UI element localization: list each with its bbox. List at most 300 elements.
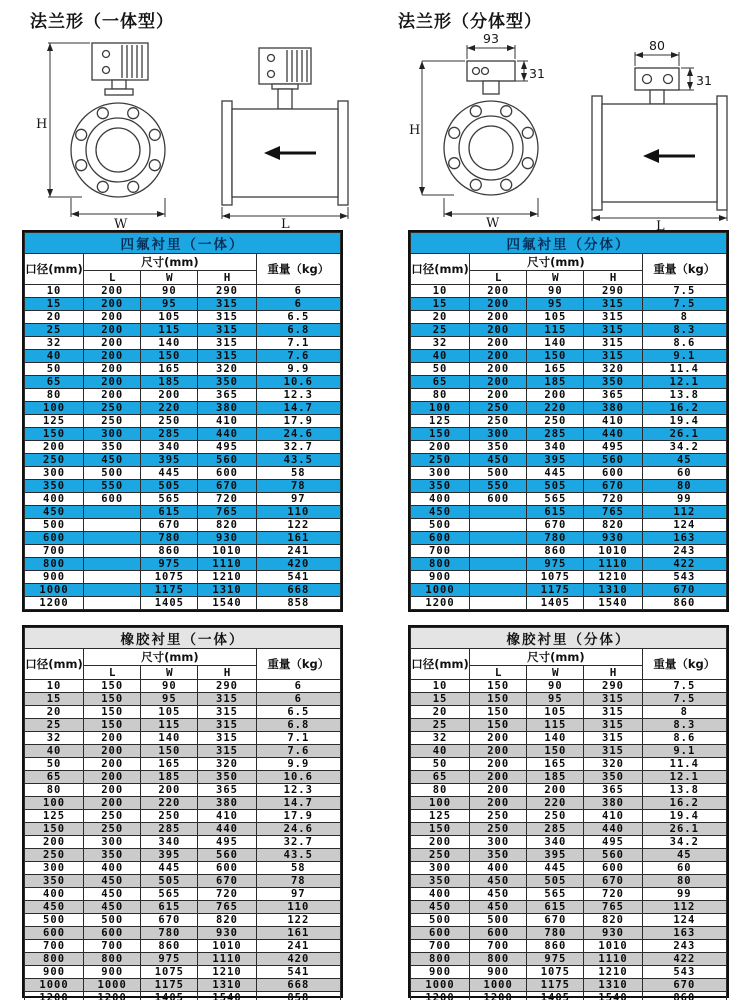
- table-cell: 6.8: [256, 719, 340, 732]
- table-cell: 250: [527, 415, 584, 428]
- table-cell: 420: [256, 558, 340, 571]
- table-cell: 40: [25, 745, 84, 758]
- table-row: [25, 836, 341, 849]
- table-cell: 100: [25, 797, 84, 810]
- table-cell: 125: [411, 415, 470, 428]
- table-cell: 1210: [198, 966, 256, 979]
- table-cell: 800: [411, 953, 470, 966]
- table-cell: 15: [411, 693, 470, 706]
- table-cell: 505: [141, 480, 198, 493]
- table-cell: 95: [141, 298, 198, 311]
- table-cell: 165: [527, 758, 584, 771]
- table-row: [411, 680, 727, 693]
- table-cell: 700: [84, 940, 141, 953]
- table-row: [25, 350, 341, 363]
- table-cell: 200: [527, 389, 584, 402]
- section-title-split: 法兰形（分体型）: [398, 12, 542, 32]
- table-cell: 800: [470, 953, 527, 966]
- table-cell: 10.6: [256, 376, 340, 389]
- table-row: [25, 940, 341, 953]
- table-cell: 250: [84, 402, 141, 415]
- table-cell: 600: [198, 862, 256, 875]
- table-row: [411, 979, 727, 992]
- col-header-weight: 重量（kg）: [256, 649, 340, 680]
- table-row: [25, 784, 341, 797]
- table-cell: 6.5: [256, 311, 340, 324]
- table-cell: 315: [584, 693, 642, 706]
- table-row: [411, 376, 727, 389]
- table-cell: 200: [470, 350, 527, 363]
- table-cell: 95: [527, 693, 584, 706]
- table-cell: 315: [584, 706, 642, 719]
- table-cell: 6: [256, 285, 340, 298]
- table-cell: 300: [470, 428, 527, 441]
- table-cell: 200: [25, 441, 84, 454]
- table-cell: 1000: [25, 584, 84, 597]
- table-cell: 800: [411, 558, 470, 571]
- table-cell: 20: [411, 706, 470, 719]
- table-cell: 1540: [198, 597, 256, 610]
- table-row: [411, 940, 727, 953]
- table-cell: 315: [584, 732, 642, 745]
- table-cell: 600: [25, 927, 84, 940]
- table-cell: 105: [527, 311, 584, 324]
- table-cell: 105: [141, 311, 198, 324]
- table-cell: 1310: [584, 979, 642, 992]
- table-cell: 450: [470, 454, 527, 467]
- table-row: [411, 732, 727, 745]
- col-header-diameter: 口径(mm): [411, 254, 470, 285]
- table-row: [411, 428, 727, 441]
- table-cell: 541: [256, 966, 340, 979]
- table-cell: 495: [198, 836, 256, 849]
- table-row: [25, 571, 341, 584]
- table-row: [25, 428, 341, 441]
- table-row: [411, 706, 727, 719]
- table-cell: 40: [25, 350, 84, 363]
- table-cell: 300: [25, 862, 84, 875]
- table-cell: 165: [527, 363, 584, 376]
- table-cell: 99: [642, 888, 726, 901]
- side-view-integrated: [222, 48, 348, 205]
- col-header-H: H: [198, 666, 256, 680]
- table-row: [25, 953, 341, 966]
- table-cell: 241: [256, 545, 340, 558]
- table-cell: 110: [256, 506, 340, 519]
- table-cell: 78: [256, 875, 340, 888]
- table-cell: 350: [198, 376, 256, 389]
- table-cell: 250: [84, 823, 141, 836]
- table-cell: 220: [527, 797, 584, 810]
- table-cell: 25: [411, 324, 470, 337]
- table-cell: 440: [584, 823, 642, 836]
- table-cell: 450: [470, 875, 527, 888]
- table-cell: 24.6: [256, 428, 340, 441]
- table-cell: 505: [527, 480, 584, 493]
- table-cell: 200: [84, 389, 141, 402]
- table-rubber-integrated: [22, 625, 343, 998]
- front-view-integrated: [71, 43, 165, 197]
- table-cell: 300: [470, 836, 527, 849]
- table-row: [25, 532, 341, 545]
- table-cell: 1010: [584, 545, 642, 558]
- table-cell: 200: [470, 758, 527, 771]
- table-row: [411, 849, 727, 862]
- table-row: [411, 558, 727, 571]
- table-cell: 565: [527, 493, 584, 506]
- table-cell: 380: [584, 402, 642, 415]
- table-row: [25, 311, 341, 324]
- table-cell: 9.1: [642, 350, 726, 363]
- table-cell: 1175: [141, 979, 198, 992]
- table-cell: 7.5: [642, 680, 726, 693]
- table-cell: 495: [584, 441, 642, 454]
- table-cell: 315: [584, 311, 642, 324]
- table-cell: 99: [642, 493, 726, 506]
- table-cell: 150: [84, 693, 141, 706]
- table-cell: 400: [411, 493, 470, 506]
- col-header-size: 尺寸(mm): [84, 254, 257, 271]
- table-cell: 450: [84, 875, 141, 888]
- table-cell: 161: [256, 927, 340, 940]
- table-cell: [470, 519, 527, 532]
- table-cell: 150: [141, 350, 198, 363]
- table-cell: 350: [84, 441, 141, 454]
- table-cell: 410: [584, 810, 642, 823]
- table-cell: 200: [470, 771, 527, 784]
- table-cell: 780: [141, 927, 198, 940]
- table-cell: 440: [198, 823, 256, 836]
- table-row: [25, 363, 341, 376]
- table-cell: 243: [642, 940, 726, 953]
- table-cell: 930: [198, 927, 256, 940]
- table-cell: 315: [584, 350, 642, 363]
- table-title: 橡胶衬里（分体）: [411, 628, 727, 649]
- table-cell: 60: [642, 467, 726, 480]
- table-cell: 720: [198, 493, 256, 506]
- table-cell: 900: [411, 966, 470, 979]
- table-cell: 315: [198, 706, 256, 719]
- table-row: [411, 719, 727, 732]
- table-cell: 163: [642, 927, 726, 940]
- table-cell: 32: [25, 337, 84, 350]
- table-cell: 290: [584, 285, 642, 298]
- table-cell: 290: [198, 285, 256, 298]
- table-row: [25, 706, 341, 719]
- table-cell: 165: [141, 363, 198, 376]
- table-row: [411, 888, 727, 901]
- table-cell: 800: [25, 953, 84, 966]
- table-cell: 365: [198, 784, 256, 797]
- table-row: [411, 363, 727, 376]
- table-cell: 380: [584, 797, 642, 810]
- table-cell: 500: [25, 914, 84, 927]
- table-cell: 100: [411, 402, 470, 415]
- table-cell: 543: [642, 966, 726, 979]
- table-row: [25, 823, 341, 836]
- table-cell: 500: [411, 519, 470, 532]
- table-cell: 19.4: [642, 415, 726, 428]
- table-cell: 365: [584, 784, 642, 797]
- table-cell: 1405: [141, 992, 198, 1000]
- table-cell: 6: [256, 693, 340, 706]
- table-cell: [84, 597, 141, 610]
- table-cell: 450: [411, 901, 470, 914]
- table-cell: 250: [470, 415, 527, 428]
- table-cell: 250: [25, 454, 84, 467]
- table-cell: 32.7: [256, 441, 340, 454]
- table-cell: 10: [411, 285, 470, 298]
- table-row: [411, 771, 727, 784]
- table-cell: 800: [84, 953, 141, 966]
- dim-label-31: 31: [696, 73, 712, 88]
- table-cell: 1010: [198, 940, 256, 953]
- table-cell: 315: [198, 298, 256, 311]
- table-cell: 200: [84, 350, 141, 363]
- table-row: [411, 784, 727, 797]
- table-cell: 565: [527, 888, 584, 901]
- table-cell: 765: [198, 901, 256, 914]
- table-cell: 1110: [198, 953, 256, 966]
- col-header-L: L: [470, 666, 527, 680]
- table-row: [25, 693, 341, 706]
- table-row: [25, 914, 341, 927]
- table-cell: 80: [25, 784, 84, 797]
- table-cell: 60: [642, 862, 726, 875]
- table-cell: 200: [470, 376, 527, 389]
- table-cell: 65: [411, 771, 470, 784]
- table-cell: 250: [141, 415, 198, 428]
- table-row: [411, 350, 727, 363]
- dim-label-H: H: [36, 117, 48, 132]
- table-cell: 110: [256, 901, 340, 914]
- table-cell: 445: [141, 862, 198, 875]
- table-cell: 34.2: [642, 441, 726, 454]
- table-cell: 450: [25, 506, 84, 519]
- table-cell: 1075: [141, 966, 198, 979]
- table-cell: 40: [411, 350, 470, 363]
- table-cell: 700: [25, 545, 84, 558]
- table-row: [411, 571, 727, 584]
- table-cell: 6: [256, 680, 340, 693]
- table-cell: 1310: [198, 979, 256, 992]
- table-row: [25, 862, 341, 875]
- table-cell: 12.3: [256, 389, 340, 402]
- table-cell: 445: [527, 862, 584, 875]
- table-cell: 1200: [25, 597, 84, 610]
- table-row: [411, 823, 727, 836]
- table-cell: 17.9: [256, 810, 340, 823]
- table-row: [411, 862, 727, 875]
- table-cell: 315: [198, 350, 256, 363]
- table-row: [411, 324, 727, 337]
- table-cell: 500: [470, 914, 527, 927]
- table-row: [25, 810, 341, 823]
- table-cell: 975: [527, 558, 584, 571]
- table-cell: 1000: [25, 979, 84, 992]
- table-cell: 445: [141, 467, 198, 480]
- table-cell: [84, 584, 141, 597]
- table-cell: 200: [84, 337, 141, 350]
- table-row: [25, 376, 341, 389]
- table-cell: 40: [411, 745, 470, 758]
- table-cell: 250: [141, 810, 198, 823]
- table-row: [411, 693, 727, 706]
- table-row: [411, 584, 727, 597]
- table-cell: 900: [25, 571, 84, 584]
- table-cell: 320: [198, 363, 256, 376]
- table-cell: 420: [256, 953, 340, 966]
- table-cell: 285: [141, 428, 198, 441]
- col-header-diameter: 口径(mm): [25, 254, 84, 285]
- table-cell: 80: [411, 784, 470, 797]
- table-cell: 350: [25, 875, 84, 888]
- table-cell: 140: [527, 337, 584, 350]
- table-cell: 1210: [584, 571, 642, 584]
- table-cell: 315: [198, 324, 256, 337]
- table-cell: 290: [198, 680, 256, 693]
- table-cell: 8: [642, 706, 726, 719]
- side-view-split: [592, 68, 727, 210]
- table-cell: 140: [527, 732, 584, 745]
- table-cell: 670: [642, 584, 726, 597]
- table-cell: 200: [84, 758, 141, 771]
- table-row: [25, 771, 341, 784]
- table-cell: 900: [25, 966, 84, 979]
- table-cell: 1405: [527, 597, 584, 610]
- table-cell: 185: [527, 376, 584, 389]
- table-row: [411, 402, 727, 415]
- table-row: [411, 506, 727, 519]
- table-cell: 6.8: [256, 324, 340, 337]
- col-header-diameter: 口径(mm): [25, 649, 84, 680]
- table-cell: 50: [411, 758, 470, 771]
- table-row: [411, 441, 727, 454]
- table-row: [411, 519, 727, 532]
- table-cell: 560: [584, 454, 642, 467]
- table-row: [411, 901, 727, 914]
- table-cell: 700: [411, 940, 470, 953]
- table-cell: 105: [141, 706, 198, 719]
- table-cell: 185: [527, 771, 584, 784]
- table-cell: 43.5: [256, 849, 340, 862]
- table-cell: 1075: [527, 571, 584, 584]
- table-row: [25, 480, 341, 493]
- table-cell: 440: [584, 428, 642, 441]
- table-cell: 350: [470, 849, 527, 862]
- table-cell: 16.2: [642, 797, 726, 810]
- table-row: [411, 597, 727, 610]
- table-cell: 250: [25, 849, 84, 862]
- table-cell: 125: [411, 810, 470, 823]
- table-cell: 600: [84, 927, 141, 940]
- table-cell: 560: [198, 454, 256, 467]
- table-row: [25, 901, 341, 914]
- table-cell: 8: [642, 311, 726, 324]
- table-cell: 43.5: [256, 454, 340, 467]
- table-cell: 150: [25, 428, 84, 441]
- table-cell: 200: [470, 311, 527, 324]
- table-cell: 1000: [84, 979, 141, 992]
- table-cell: 860: [527, 940, 584, 953]
- table-cell: 9.1: [642, 745, 726, 758]
- table-cell: 350: [470, 441, 527, 454]
- table-row: [411, 337, 727, 350]
- table-row: [25, 758, 341, 771]
- table-cell: 315: [584, 719, 642, 732]
- table-cell: 250: [84, 415, 141, 428]
- table-cell: 200: [527, 784, 584, 797]
- col-header-W: W: [141, 666, 198, 680]
- table-cell: 1200: [411, 597, 470, 610]
- table-row: [25, 992, 341, 1000]
- dim-label-L: L: [281, 217, 290, 230]
- table-cell: 930: [198, 532, 256, 545]
- table-cell: 565: [141, 493, 198, 506]
- table-cell: 780: [527, 927, 584, 940]
- table-row: [411, 992, 727, 1000]
- dim-label-L: L: [656, 219, 665, 230]
- table-cell: 25: [411, 719, 470, 732]
- table-row: [411, 745, 727, 758]
- table-cell: 320: [584, 363, 642, 376]
- table-cell: 820: [198, 914, 256, 927]
- table-cell: 200: [470, 745, 527, 758]
- table-cell: 1310: [198, 584, 256, 597]
- table-row: [25, 519, 341, 532]
- table-cell: 720: [584, 493, 642, 506]
- table-cell: 668: [256, 979, 340, 992]
- table-cell: 200: [470, 285, 527, 298]
- table-cell: 65: [25, 771, 84, 784]
- table-cell: 243: [642, 545, 726, 558]
- table-row: [411, 415, 727, 428]
- table-cell: 450: [84, 888, 141, 901]
- table-cell: 1540: [584, 992, 642, 1000]
- table-cell: 50: [25, 758, 84, 771]
- table-cell: 95: [527, 298, 584, 311]
- table-cell: 700: [411, 545, 470, 558]
- table-cell: 90: [141, 285, 198, 298]
- table-cell: 1405: [141, 597, 198, 610]
- dim-label-W: W: [486, 216, 500, 230]
- table-row: [25, 298, 341, 311]
- col-header-weight: 重量（kg）: [642, 649, 726, 680]
- table-cell: 220: [527, 402, 584, 415]
- table-cell: [470, 545, 527, 558]
- table-cell: 495: [198, 441, 256, 454]
- table-cell: 410: [584, 415, 642, 428]
- table-cell: 200: [84, 376, 141, 389]
- table-cell: 250: [411, 849, 470, 862]
- col-header-size: 尺寸(mm): [470, 254, 643, 271]
- table-cell: 200: [141, 784, 198, 797]
- table-cell: 1010: [198, 545, 256, 558]
- table-cell: 543: [642, 571, 726, 584]
- table-cell: 450: [411, 506, 470, 519]
- table-cell: 820: [584, 519, 642, 532]
- table-cell: 58: [256, 862, 340, 875]
- table-cell: 115: [527, 324, 584, 337]
- table-cell: 200: [84, 285, 141, 298]
- table-cell: 600: [584, 467, 642, 480]
- table-cell: 1110: [584, 953, 642, 966]
- table-row: [25, 337, 341, 350]
- table-cell: 1540: [584, 597, 642, 610]
- table-cell: 17.9: [256, 415, 340, 428]
- table-cell: 1010: [584, 940, 642, 953]
- table-cell: 860: [141, 545, 198, 558]
